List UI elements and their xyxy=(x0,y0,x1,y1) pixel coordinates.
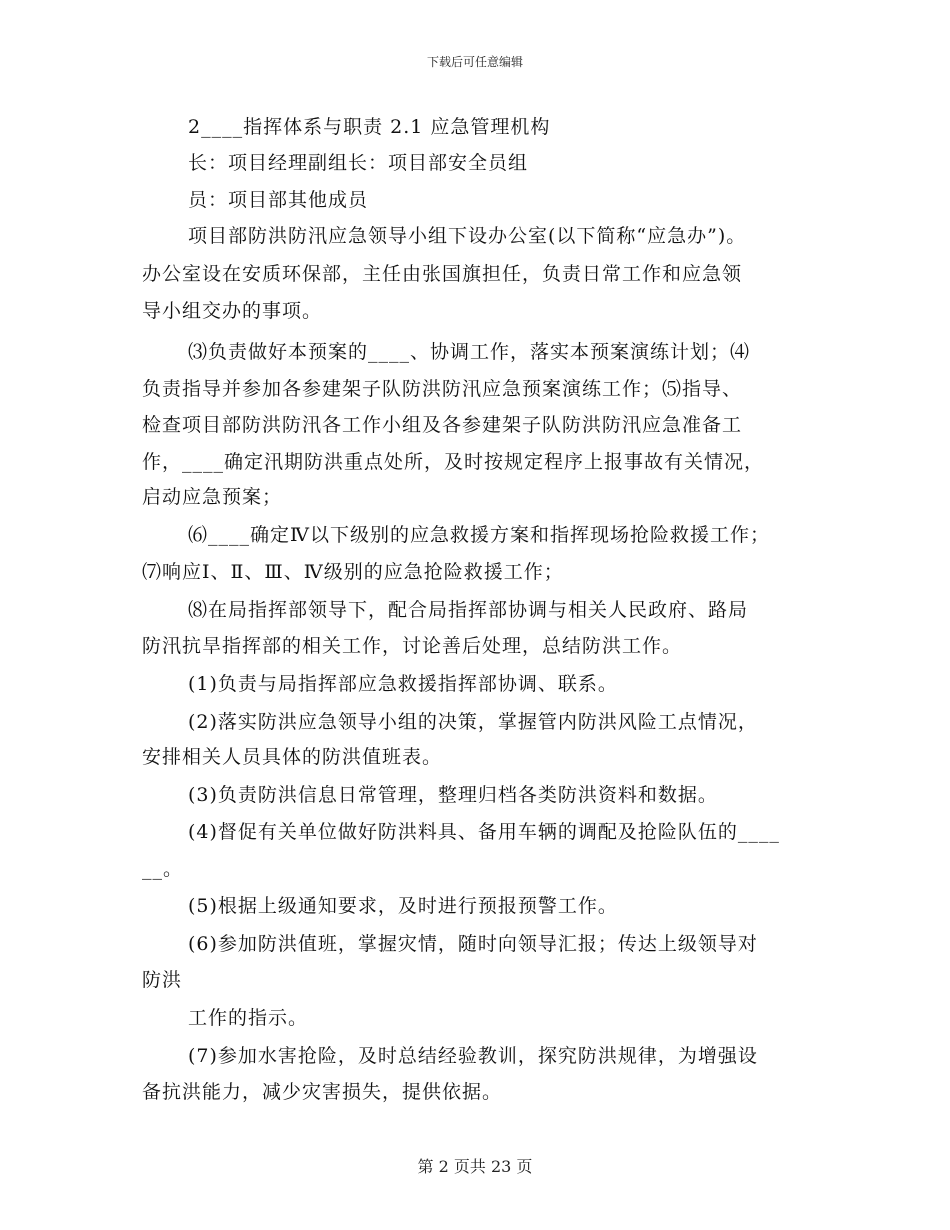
body-line-16: (1)负责与局指挥部应急救援指挥部协调、联系。 xyxy=(188,673,618,695)
body-line-15: 防汛抗旱指挥部的相关工作，讨论善后处理，总结防洪工作。 xyxy=(142,635,683,657)
body-line-22: (5)根据上级通知要求，及时进行预报预警工作。 xyxy=(188,895,618,917)
body-line-2: 长：项目经理副组长：项目部安全员组 xyxy=(188,152,529,174)
body-line-17: (2)落实防洪应急领导小组的决策，掌握管内防洪风险工点情况， xyxy=(188,711,758,733)
body-line-18: 安排相关人员具体的防洪值班表。 xyxy=(142,746,443,768)
body-line-8: 负责指导并参加各参建架子队防洪防汛应急预案演练工作；⑸指导、 xyxy=(142,378,743,400)
body-line-4: 项目部防洪防汛应急领导小组下设办公室(以下简称“应急办”)。 xyxy=(188,225,747,247)
body-line-13: ⑺响应Ⅰ、Ⅱ、Ⅲ、Ⅳ级别的应急抢险救援工作； xyxy=(142,561,564,583)
body-line-6: 导小组交办的事项。 xyxy=(142,300,323,322)
body-line-10: 作，____确定汛期防洪重点处所，及时按规定程序上报事故有关情况， xyxy=(142,451,765,473)
body-line-23: (6)参加防洪值班，掌握灾情，随时向领导汇报；传达上级领导对 xyxy=(188,933,758,955)
body-line-19: (3)负责防洪信息日常管理，整理归档各类防洪资料和数据。 xyxy=(188,784,718,806)
body-line-25: 工作的指示。 xyxy=(188,1007,309,1029)
body-line-1: 2____指挥体系与职责 2.1 应急管理机构 xyxy=(188,116,551,138)
body-line-27: 备抗洪能力，减少灾害损失，提供依据。 xyxy=(142,1081,503,1103)
body-line-20: (4)督促有关单位做好防洪料具、备用车辆的调配及抢险队伍的____ xyxy=(188,821,780,843)
body-line-21: __。 xyxy=(142,858,184,880)
page-header: 下载后可任意编辑 xyxy=(426,55,523,69)
body-line-7: ⑶负责做好本预案的____、协调工作，落实本预案演练计划；⑷ xyxy=(188,341,751,363)
body-line-26: (7)参加水害抢险，及时总结经验教训，探究防洪规律，为增强设 xyxy=(188,1045,758,1067)
body-line-14: ⑻在局指挥部领导下，配合局指挥部协调与相关人民政府、路局 xyxy=(188,599,749,621)
body-line-5: 办公室设在安质环保部，主任由张国旗担任，负责日常工作和应急领 xyxy=(142,263,743,285)
body-line-9: 检查项目部防洪防汛各工作小组及各参建架子队防洪防汛应急准备工 xyxy=(142,414,743,436)
body-line-11: 启动应急预案； xyxy=(142,486,283,508)
page-footer: 第 2 页共 23 页 xyxy=(417,1157,533,1176)
body-line-12: ⑹____确定Ⅳ以下级别的应急救援方案和指挥现场抢险救援工作； xyxy=(188,524,770,546)
body-line-24: 防洪 xyxy=(142,969,183,991)
body-line-3: 员：项目部其他成员 xyxy=(188,189,369,211)
